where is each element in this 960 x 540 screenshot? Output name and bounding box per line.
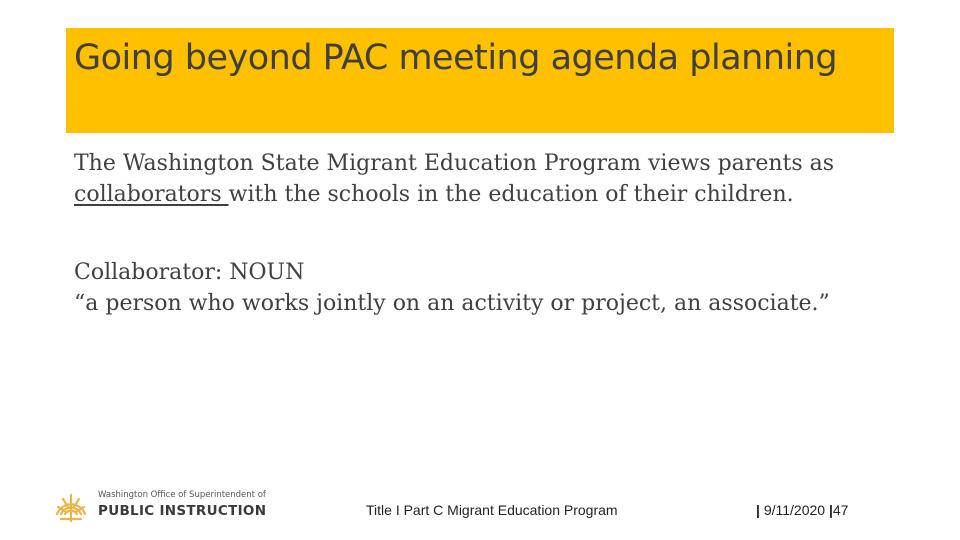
collaborators-emphasis: collaborators (74, 182, 229, 207)
logo-title: PUBLIC INSTRUCTION (98, 503, 267, 519)
footer-separator-left: | (756, 502, 760, 518)
logo-subtitle: Washington Office of Superintendent of (98, 490, 266, 500)
intro-text-end: with the schools in the education of their children. (228, 182, 794, 207)
intro-text-start: The Washington State Migrant Education Program views parents as (74, 151, 835, 176)
footer-date: 9/11/2020 (763, 502, 826, 518)
ospi-logo (52, 487, 272, 527)
wheat-sun-logo-icon (52, 487, 90, 525)
footer-program-name: Title I Part C Migrant Education Program (366, 502, 618, 518)
title-banner (66, 28, 894, 133)
intro-paragraph (74, 148, 914, 210)
page-number: 47 (832, 502, 849, 518)
definition-term: Collaborator: NOUN (74, 260, 305, 285)
slide-title: Going beyond PAC meeting agenda planning (74, 38, 838, 78)
definition-block (74, 257, 874, 319)
footer-date-page (756, 502, 848, 518)
definition-quote: “a person who works jointly on an activity or project, an associate.” (74, 291, 830, 316)
footer-separator-right: | (828, 502, 833, 518)
